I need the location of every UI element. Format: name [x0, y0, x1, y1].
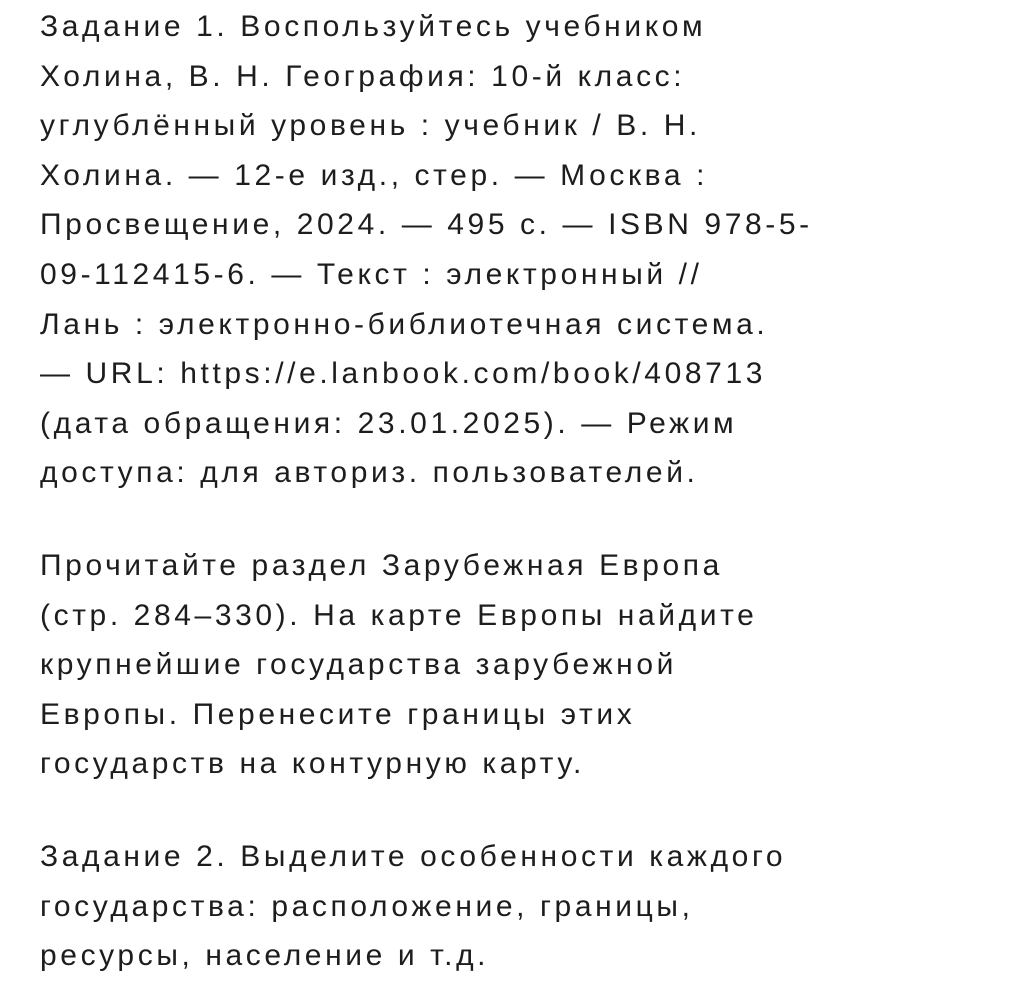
task-1-reference-paragraph: Задание 1. Воспользуйтесь учебником Холина, В. Н. География: 10-й класс: углублённый уровень : учебник / В. Н. Холина. — 12-е изд., стер. — Москва : Просвещение, 2024. — 495 с. — ISBN 978-5- 09-112415-6. — Текст : электронный // Лань : электронно-библиотечная система. — URL: https://e.lanbook.com/book/408713 (дата обращения: 23.01.2025). — Режим доступа: для авториз. пользователей. [40, 10, 813, 490]
task-2-paragraph: Задание 2. Выделите особенности каждого государства: расположение, границы, ресурсы, население и т.д. [40, 839, 787, 973]
document-body [40, 0, 1000, 981]
reading-instructions-paragraph: Прочитайте раздел Зарубежная Европа (стр. 284–330). На карте Европы найдите крупнейшие государства зарубежной Европы. Перенесите границы этих государств на контурную карту. [40, 548, 758, 781]
